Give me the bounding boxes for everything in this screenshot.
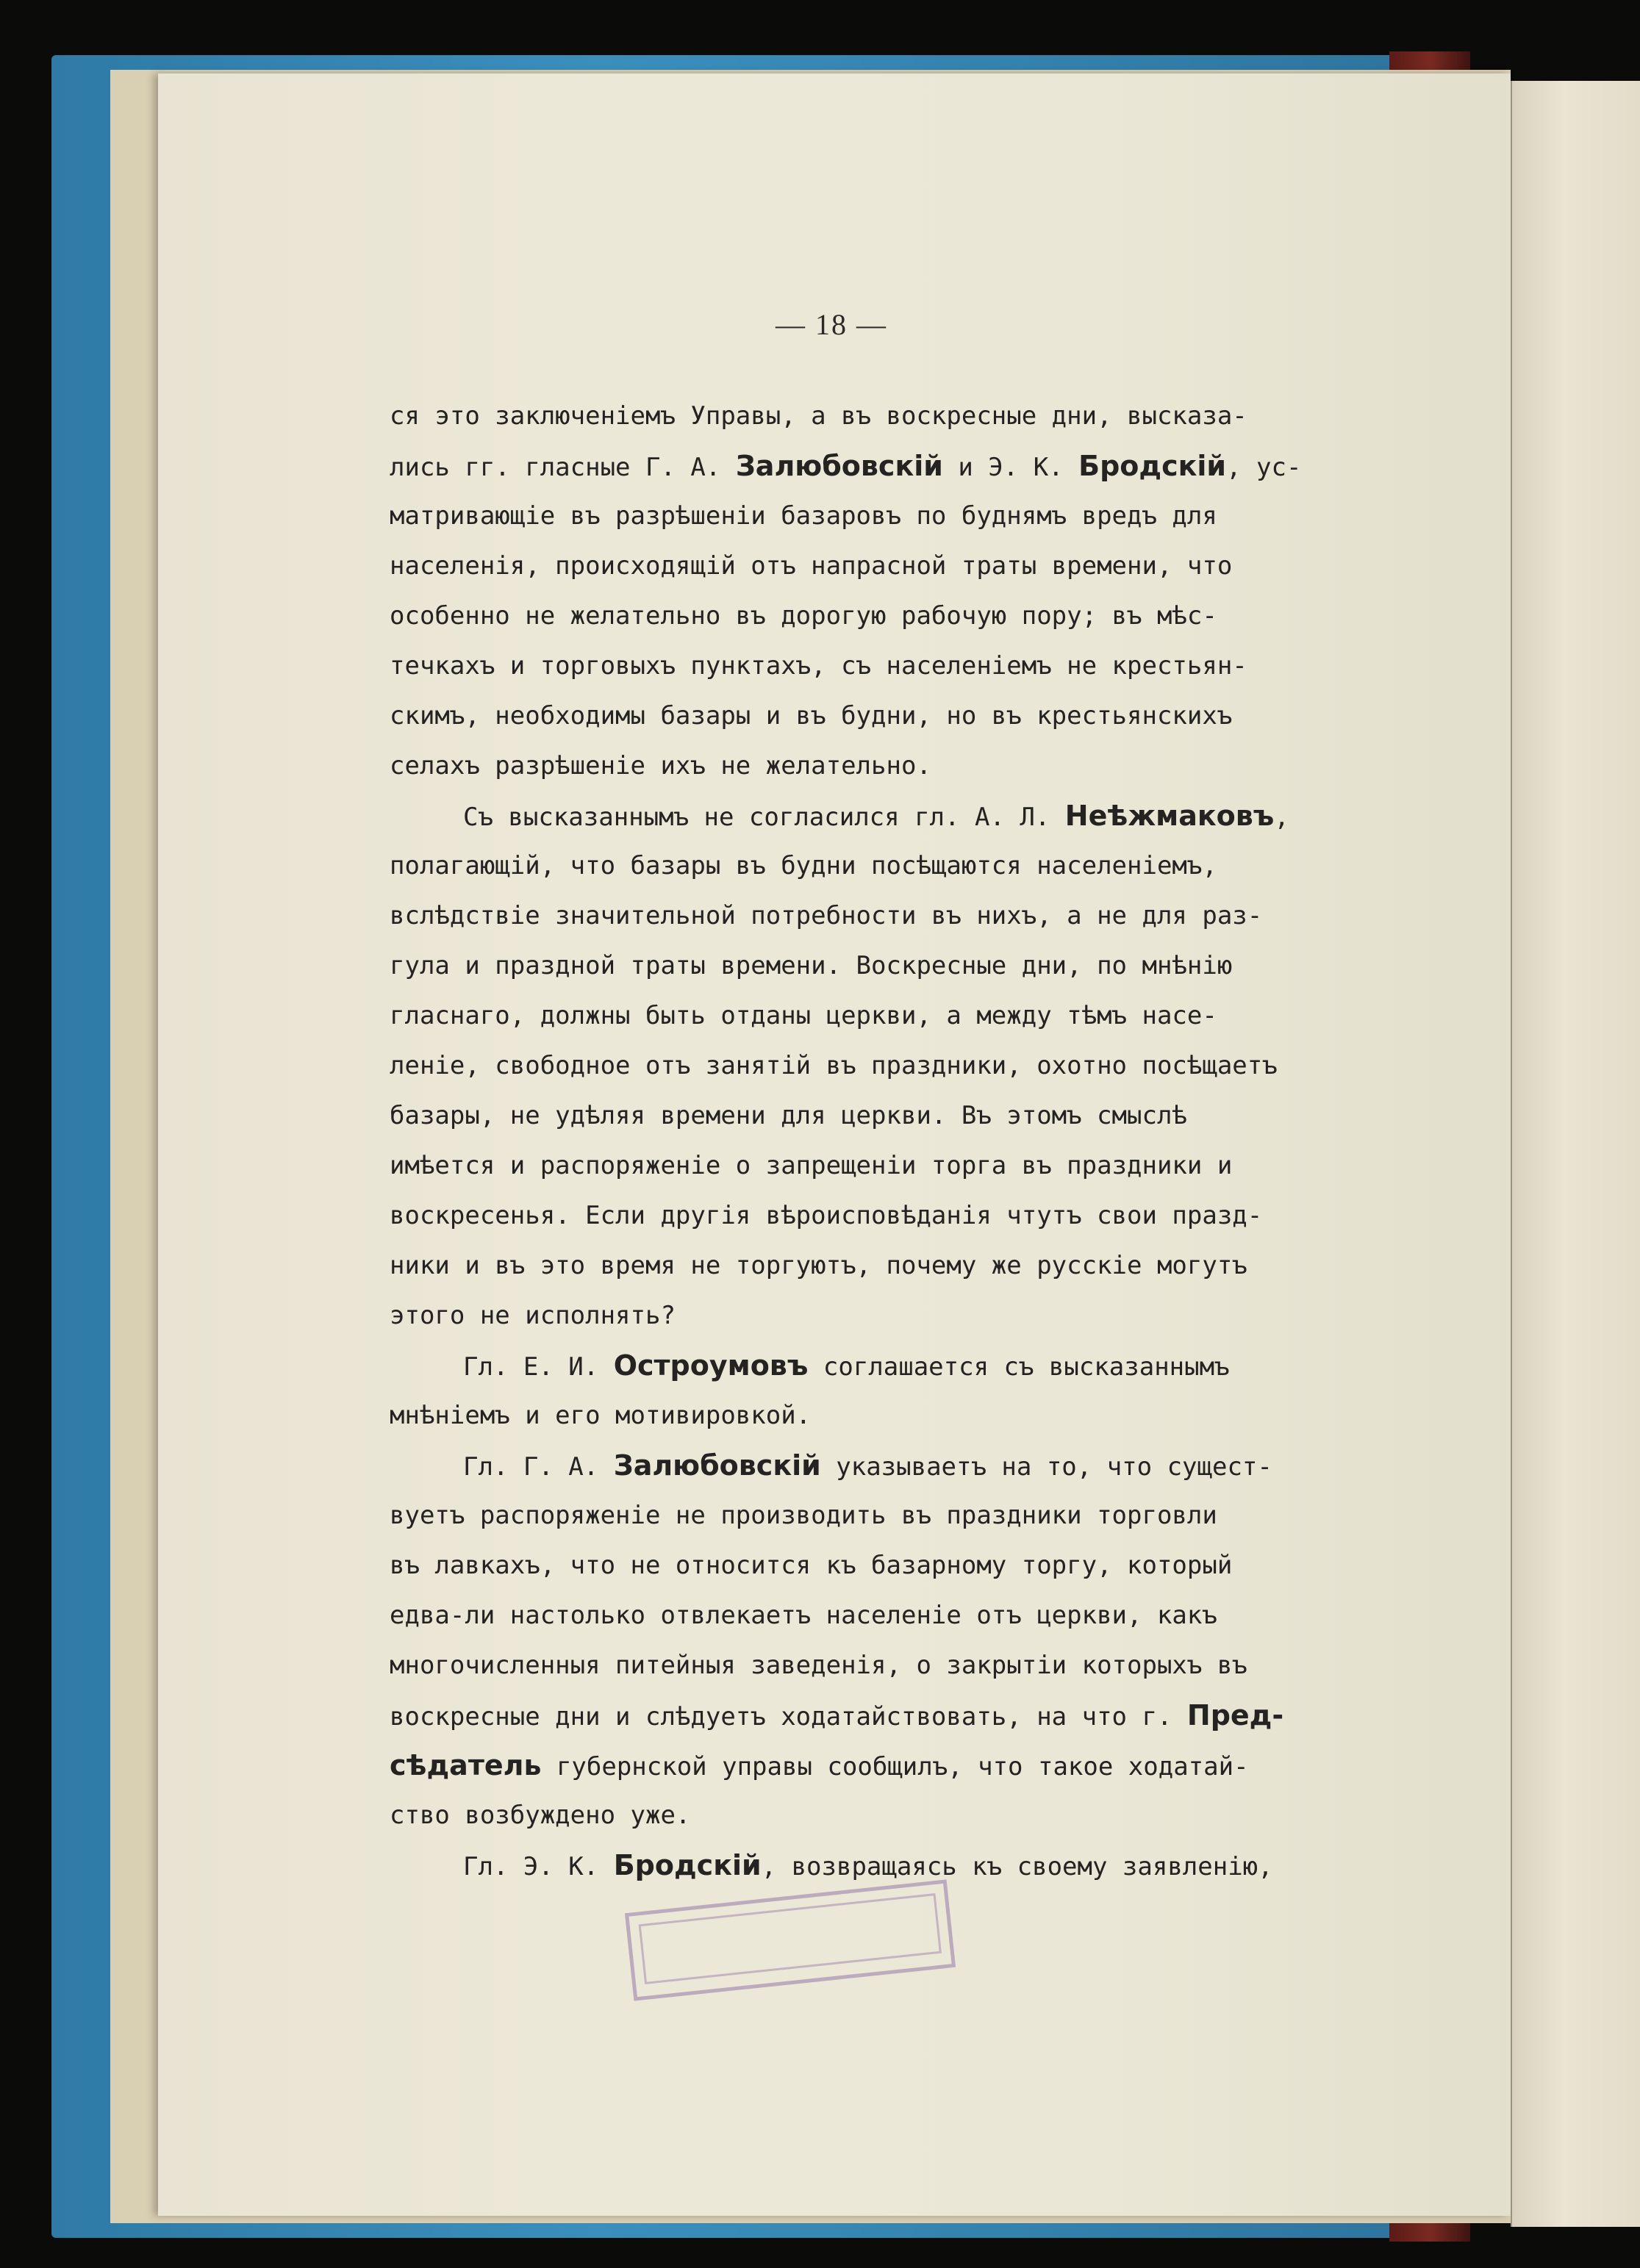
text-run: мнѣніемъ и его мотивировкой.: [390, 1401, 812, 1430]
text-run: селахъ разрѣшеніе ихъ не желательно.: [390, 751, 931, 780]
text-run: Съ высказаннымъ не согласился гл. А. Л.: [463, 803, 1065, 832]
text-run: едва-ли настолько отвлекаетъ населеніе отъ церкви, какъ: [390, 1601, 1217, 1630]
text-run: населенія, происходящій отъ напрасной траты времени, что: [390, 551, 1233, 581]
text-line: [390, 1041, 1334, 1091]
text-run: этого не исполнять?: [390, 1301, 676, 1330]
text-run: Гл. Г. А.: [463, 1452, 614, 1482]
text-run: леніе, свободное отъ занятій въ праздники, охотно посѣщаетъ: [390, 1051, 1278, 1080]
text-run: полагающій, что базары въ будни посѣщаются населеніемъ,: [390, 851, 1217, 880]
text-line: [390, 841, 1334, 891]
text-run: скимъ, необходимы базары и въ будни, но въ крестьянскихъ: [390, 701, 1233, 731]
text-run: особенно не желательно въ дорогую рабочую пору; въ мѣс-: [390, 601, 1217, 631]
bold-name: Пред-: [1186, 1699, 1284, 1731]
text-line: [390, 1690, 1334, 1740]
text-line: [390, 491, 1334, 541]
text-line: [390, 891, 1334, 941]
text-line: [390, 1540, 1334, 1590]
text-run: многочисленныя питейныя заведенія, о закрытіи которыхъ въ: [390, 1651, 1247, 1680]
text-run: ники и въ это время не торгуютъ, почему же русскіе могутъ: [390, 1251, 1247, 1280]
text-line: [390, 441, 1334, 491]
text-line: [390, 1740, 1334, 1790]
text-line: [390, 1241, 1334, 1291]
text-line: [390, 1440, 1334, 1490]
text-run: , ус-: [1226, 453, 1302, 482]
text-run: соглашается съ высказаннымъ: [808, 1352, 1230, 1382]
text-run: губернской управы сообщилъ, что такое ходатай-: [541, 1752, 1249, 1781]
bold-name: Залюбовскій: [613, 1449, 821, 1482]
text-line: [390, 1341, 1334, 1390]
bold-name: Остроумовъ: [613, 1349, 809, 1382]
facing-page-edge: [1511, 81, 1640, 2227]
text-run: базары, не удѣляя времени для церкви. Въ этомъ смыслѣ: [390, 1101, 1187, 1130]
text-run: и Э. К.: [942, 453, 1079, 482]
text-line: [390, 641, 1334, 691]
text-run: вуетъ распоряженіе не производить въ праздники торговли: [390, 1501, 1217, 1530]
text-line: [390, 541, 1334, 591]
page-text: [390, 391, 1334, 1890]
bold-name: Бродскій: [613, 1849, 762, 1881]
text-run: Гл. Э. К.: [463, 1852, 614, 1881]
text-run: гласнаго, должны быть отданы церкви, а между тѣмъ насе-: [390, 1001, 1217, 1030]
text-run: течкахъ и торговыхъ пунктахъ, съ населеніемъ не крестьян-: [390, 651, 1247, 681]
text-run: лись гг. гласные Г. А.: [390, 453, 736, 482]
text-run: воскресные дни и слѣдуетъ ходатайствовать, на что г.: [390, 1702, 1187, 1731]
text-line: [390, 1291, 1334, 1341]
text-run: имѣется и распоряженіе о запрещеніи торга въ праздники и: [390, 1151, 1233, 1180]
bold-name: Неѣжмаковъ: [1064, 800, 1275, 832]
text-line: [390, 391, 1334, 441]
text-run: , возвращаясь къ своему заявленію,: [761, 1852, 1273, 1881]
text-run: указываетъ на то, что сущест-: [820, 1452, 1272, 1482]
text-run: вслѣдствіе значительной потребности въ нихъ, а не для раз-: [390, 901, 1263, 930]
text-line: [390, 1640, 1334, 1690]
text-line: [390, 1141, 1334, 1191]
text-line: [390, 1790, 1334, 1840]
bold-name: Бродскій: [1078, 450, 1227, 482]
text-run: ство возбуждено уже.: [390, 1801, 691, 1830]
text-run: матривающіе въ разрѣшеніи базаровъ по буднямъ вредъ для: [390, 501, 1217, 531]
text-run: ся это заключеніемъ Управы, а въ воскресные дни, высказа-: [390, 401, 1247, 431]
bold-name: Залюбовскій: [735, 450, 943, 482]
bold-name: сѣдатель: [390, 1749, 542, 1781]
text-line: [390, 791, 1334, 841]
text-line: [390, 1840, 1334, 1890]
text-line: [390, 1390, 1334, 1440]
text-line: [390, 1490, 1334, 1540]
text-run: Гл. Е. И.: [463, 1352, 614, 1382]
page-number: — 18 —: [776, 308, 887, 341]
text-line: [390, 1191, 1334, 1241]
text-run: гула и праздной траты времени. Воскресные дни, по мнѣнію: [390, 951, 1233, 980]
text-line: [390, 691, 1334, 741]
text-line: [390, 591, 1334, 641]
text-run: въ лавкахъ, что не относится къ базарному торгу, который: [390, 1551, 1233, 1580]
text-line: [390, 741, 1334, 791]
text-line: [390, 991, 1334, 1041]
text-run: ,: [1274, 803, 1289, 832]
text-line: [390, 941, 1334, 991]
text-line: [390, 1590, 1334, 1640]
text-line: [390, 1091, 1334, 1141]
text-run: воскресенья. Если другія вѣроисповѣданія чтутъ свои празд-: [390, 1201, 1263, 1230]
